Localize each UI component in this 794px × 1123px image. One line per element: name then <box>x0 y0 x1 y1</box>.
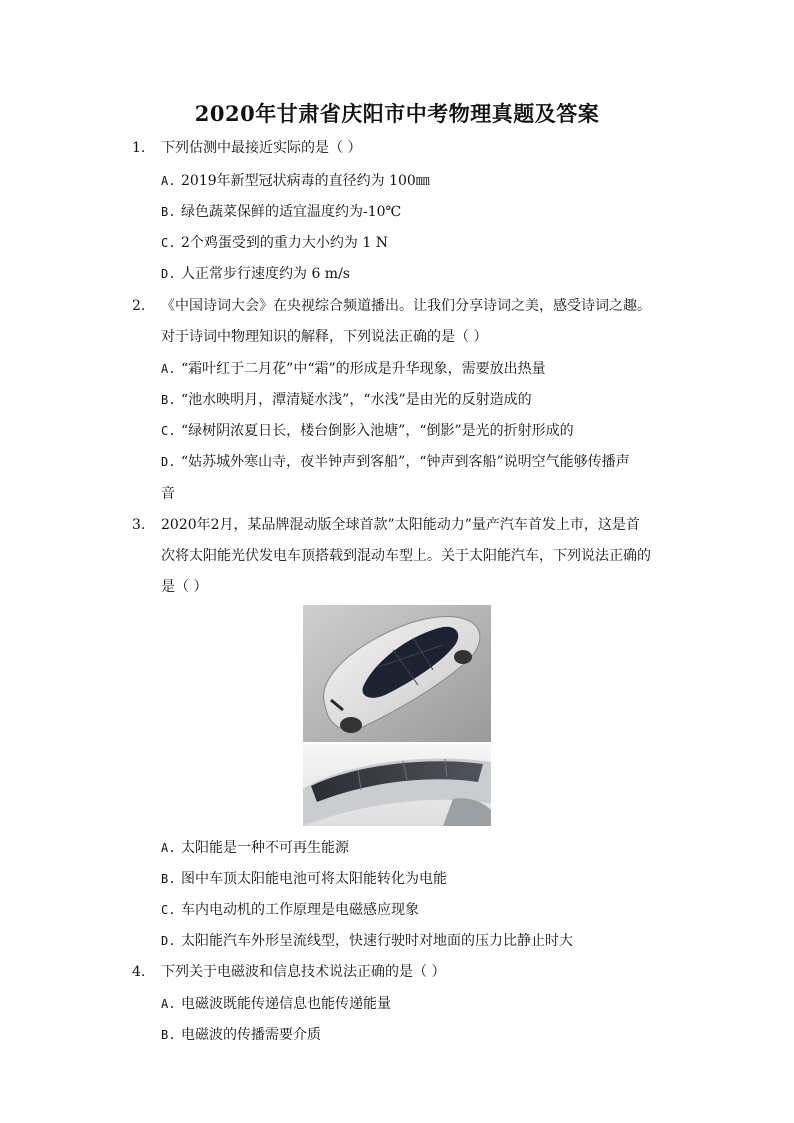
question-1-option-d <box>161 264 350 284</box>
option-text: “姑苏城外寒山寺，夜半钟声到客船”，“钟声到客船”说明空气能够传播声 <box>181 454 630 470</box>
question-3-option-a <box>161 838 349 858</box>
option-text: 2019年新型冠状病毒的直径约为 100㎜ <box>181 173 430 189</box>
question-3-number: 3. <box>132 517 146 533</box>
option-text: 图中车顶太阳能电池可将太阳能转化为电能 <box>181 871 447 887</box>
question-2-option-c <box>161 421 574 441</box>
option-label: A. <box>161 174 176 188</box>
option-text: 绿色蔬菜保鲜的适宜温度约为-10℃ <box>181 204 402 220</box>
option-text: 太阳能是一种不可再生能源 <box>181 840 349 856</box>
option-text: “池水映明月，潭清疑水浅”，“水浅”是由光的反射造成的 <box>181 392 532 408</box>
question-2-option-d-continued: 音 <box>161 486 175 502</box>
option-label: B. <box>161 393 176 407</box>
question-3-option-c <box>161 900 419 920</box>
option-label: B. <box>161 872 176 886</box>
option-label: C. <box>161 424 176 438</box>
option-label: C. <box>161 236 176 250</box>
question-2-stem-line-1: 《中国诗词大会》在央视综合频道播出。让我们分享诗词之美，感受诗词之趣。 <box>161 298 651 314</box>
option-text: 电磁波既能传递信息也能传递能量 <box>181 996 391 1012</box>
option-label: C. <box>161 903 176 917</box>
question-2-option-b <box>161 390 532 410</box>
option-label: B. <box>161 1028 176 1042</box>
question-1-option-a <box>161 171 430 191</box>
option-label: A. <box>161 841 176 855</box>
question-3-stem-line-1: 2020年2月，某品牌混动版全球首款”太阳能动力”量产汽车首发上市，这是首 <box>161 517 640 533</box>
question-1-option-c <box>161 233 388 253</box>
question-3-option-d <box>161 931 573 951</box>
solar-roof-closeup-image <box>303 744 491 826</box>
question-4-option-b <box>161 1025 321 1045</box>
option-label: A. <box>161 362 176 376</box>
option-text: 人正常步行速度约为 6 m/s <box>181 266 350 282</box>
question-2-number: 2. <box>132 298 146 314</box>
question-4-option-a <box>161 994 391 1014</box>
question-1-option-b <box>161 202 401 222</box>
option-label: D. <box>161 455 176 469</box>
question-2-option-d <box>161 452 630 472</box>
question-2-stem-line-2: 对于诗词中物理知识的解释，下列说法正确的是（ ） <box>161 329 488 345</box>
option-text: 太阳能汽车外形呈流线型，快速行驶时对地面的压力比静止时大 <box>181 933 573 949</box>
question-3-stem-line-2: 次将太阳能光伏发电车顶搭载到混动车型上。关于太阳能汽车，下列说法正确的 <box>161 548 651 564</box>
option-label: D. <box>161 934 176 948</box>
page-title: 2020年甘肃省庆阳市中考物理真题及答案 <box>194 101 600 126</box>
option-text: “绿树阴浓夏日长，楼台倒影入池塘”，“倒影”是光的折射形成的 <box>181 423 574 439</box>
option-text: 电磁波的传播需要介质 <box>181 1027 321 1043</box>
option-label: A. <box>161 997 176 1011</box>
option-label: D. <box>161 267 176 281</box>
question-2-option-a <box>161 359 546 379</box>
question-1-number: 1. <box>132 140 146 156</box>
question-3-option-b <box>161 869 447 889</box>
question-4-stem: 下列关于电磁波和信息技术说法正确的是（ ） <box>161 964 446 980</box>
option-text: “霜叶红于二月花”中“霜”的形成是升华现象，需要放出热量 <box>181 361 546 377</box>
question-3-stem-line-3: 是（ ） <box>161 579 208 595</box>
solar-car-top-view-image <box>303 605 491 742</box>
option-text: 车内电动机的工作原理是电磁感应现象 <box>181 902 419 918</box>
option-text: 2个鸡蛋受到的重力大小约为 1 N <box>181 235 388 251</box>
question-1-stem: 下列估测中最接近实际的是（ ） <box>161 140 362 156</box>
question-4-number: 4. <box>132 964 146 980</box>
option-label: B. <box>161 205 176 219</box>
